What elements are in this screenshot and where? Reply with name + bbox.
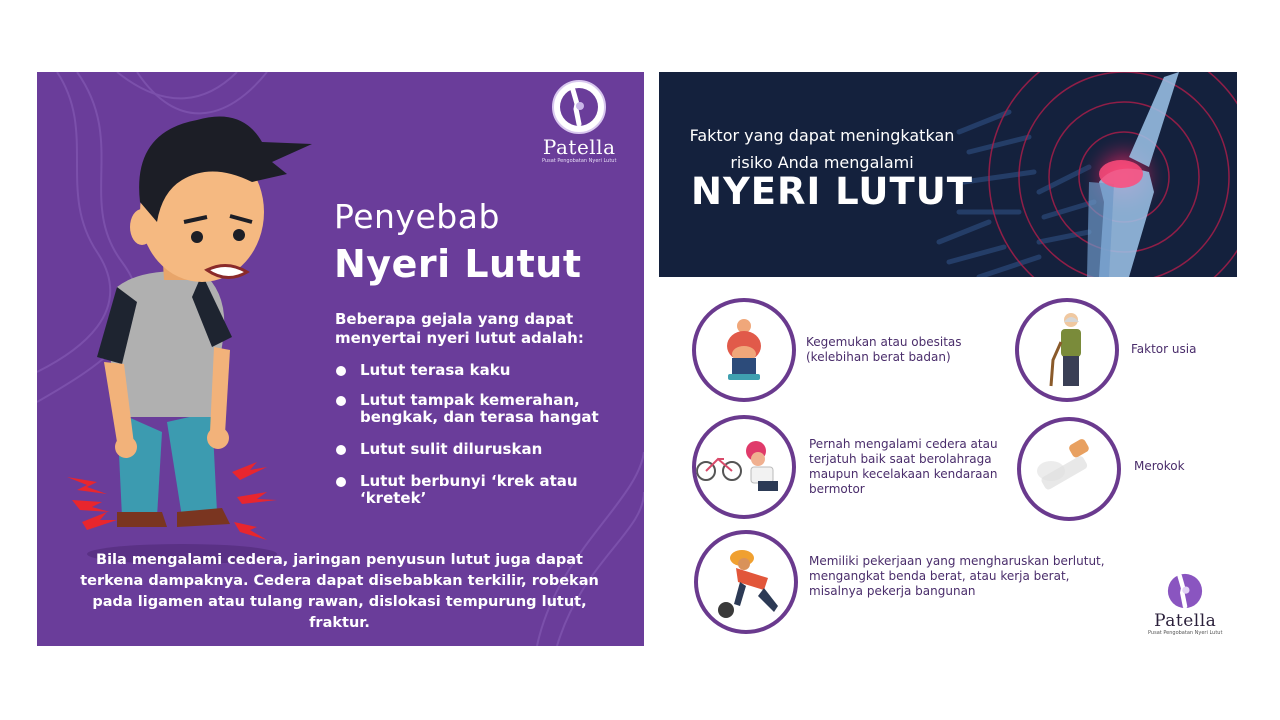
logo-subtitle: Pusat Pengobatan Nyeri Lutut [542,158,617,164]
factor-injury-text: Pernah mengalami cedera atau terjatuh baik saat berolahraga maupun kecelakaan kendaraan bermotor [809,437,998,496]
risk-factor-header [659,72,1237,277]
panel-title-line2: Nyeri Lutut [334,242,582,286]
elderly-person-icon [1015,298,1119,402]
list-item: Lutut terasa kaku [335,362,625,379]
knee-pain-causes-panel [37,72,644,646]
header-title: NYERI LUTUT [691,170,973,213]
bullet-icon [336,477,346,487]
knee-logo-icon [1167,573,1203,609]
obesity-person-icon [692,298,796,402]
factor-work-text: Memiliki pekerjaan yang mengharuskan berlutut, mengangkat benda berat, atau kerja berat, misalnya pekerja bangunan [809,554,1105,598]
logo-name: Patella [1154,611,1217,631]
symptoms-intro: Beberapa gejala yang dapat menyertai nyeri lutut adalah: [335,310,584,347]
factor-obesity-text: Kegemukan atau obesitas (kelebihan berat badan) [806,335,962,364]
knee-logo-icon [559,87,599,127]
worker-icon [694,530,798,634]
bullet-icon [336,366,346,376]
cigarette-icon [1017,417,1121,521]
bullet-icon [336,445,346,455]
list-item: Lutut berbunyi ‘krek atau ‘kretek’ [335,473,625,507]
header-subtitle: Faktor yang dapat meningkatkan risiko Anda mengalami [689,126,955,172]
factor-age-text: Faktor usia [1131,342,1197,356]
bullet-icon [336,396,346,406]
man-knee-pain-illustration [62,102,342,572]
patella-logo-bottom [1148,572,1222,636]
cyclist-injury-icon [692,415,796,519]
list-item: Lutut tampak kemerahan, bengkak, dan terasa hangat [335,392,625,426]
injury-note: Bila mengalami cedera, jaringan penyusun lutut juga dapat terkena dampaknya. Cedera dapat disebabkan terkilir, robekan pada ligamen atau tulang rawan, dislokasi tempurung lutut, fraktur. [80,552,599,631]
symptom-list [335,362,625,507]
list-item: Lutut sulit diluruskan [335,441,625,458]
panel-title-line1: Penyebab [334,197,500,236]
logo-name: Patella [542,135,616,159]
factor-smoking-text: Merokok [1134,459,1185,473]
logo-subtitle: Pusat Pengobatan Nyeri Lutut [1148,630,1223,636]
patella-logo [542,80,616,164]
